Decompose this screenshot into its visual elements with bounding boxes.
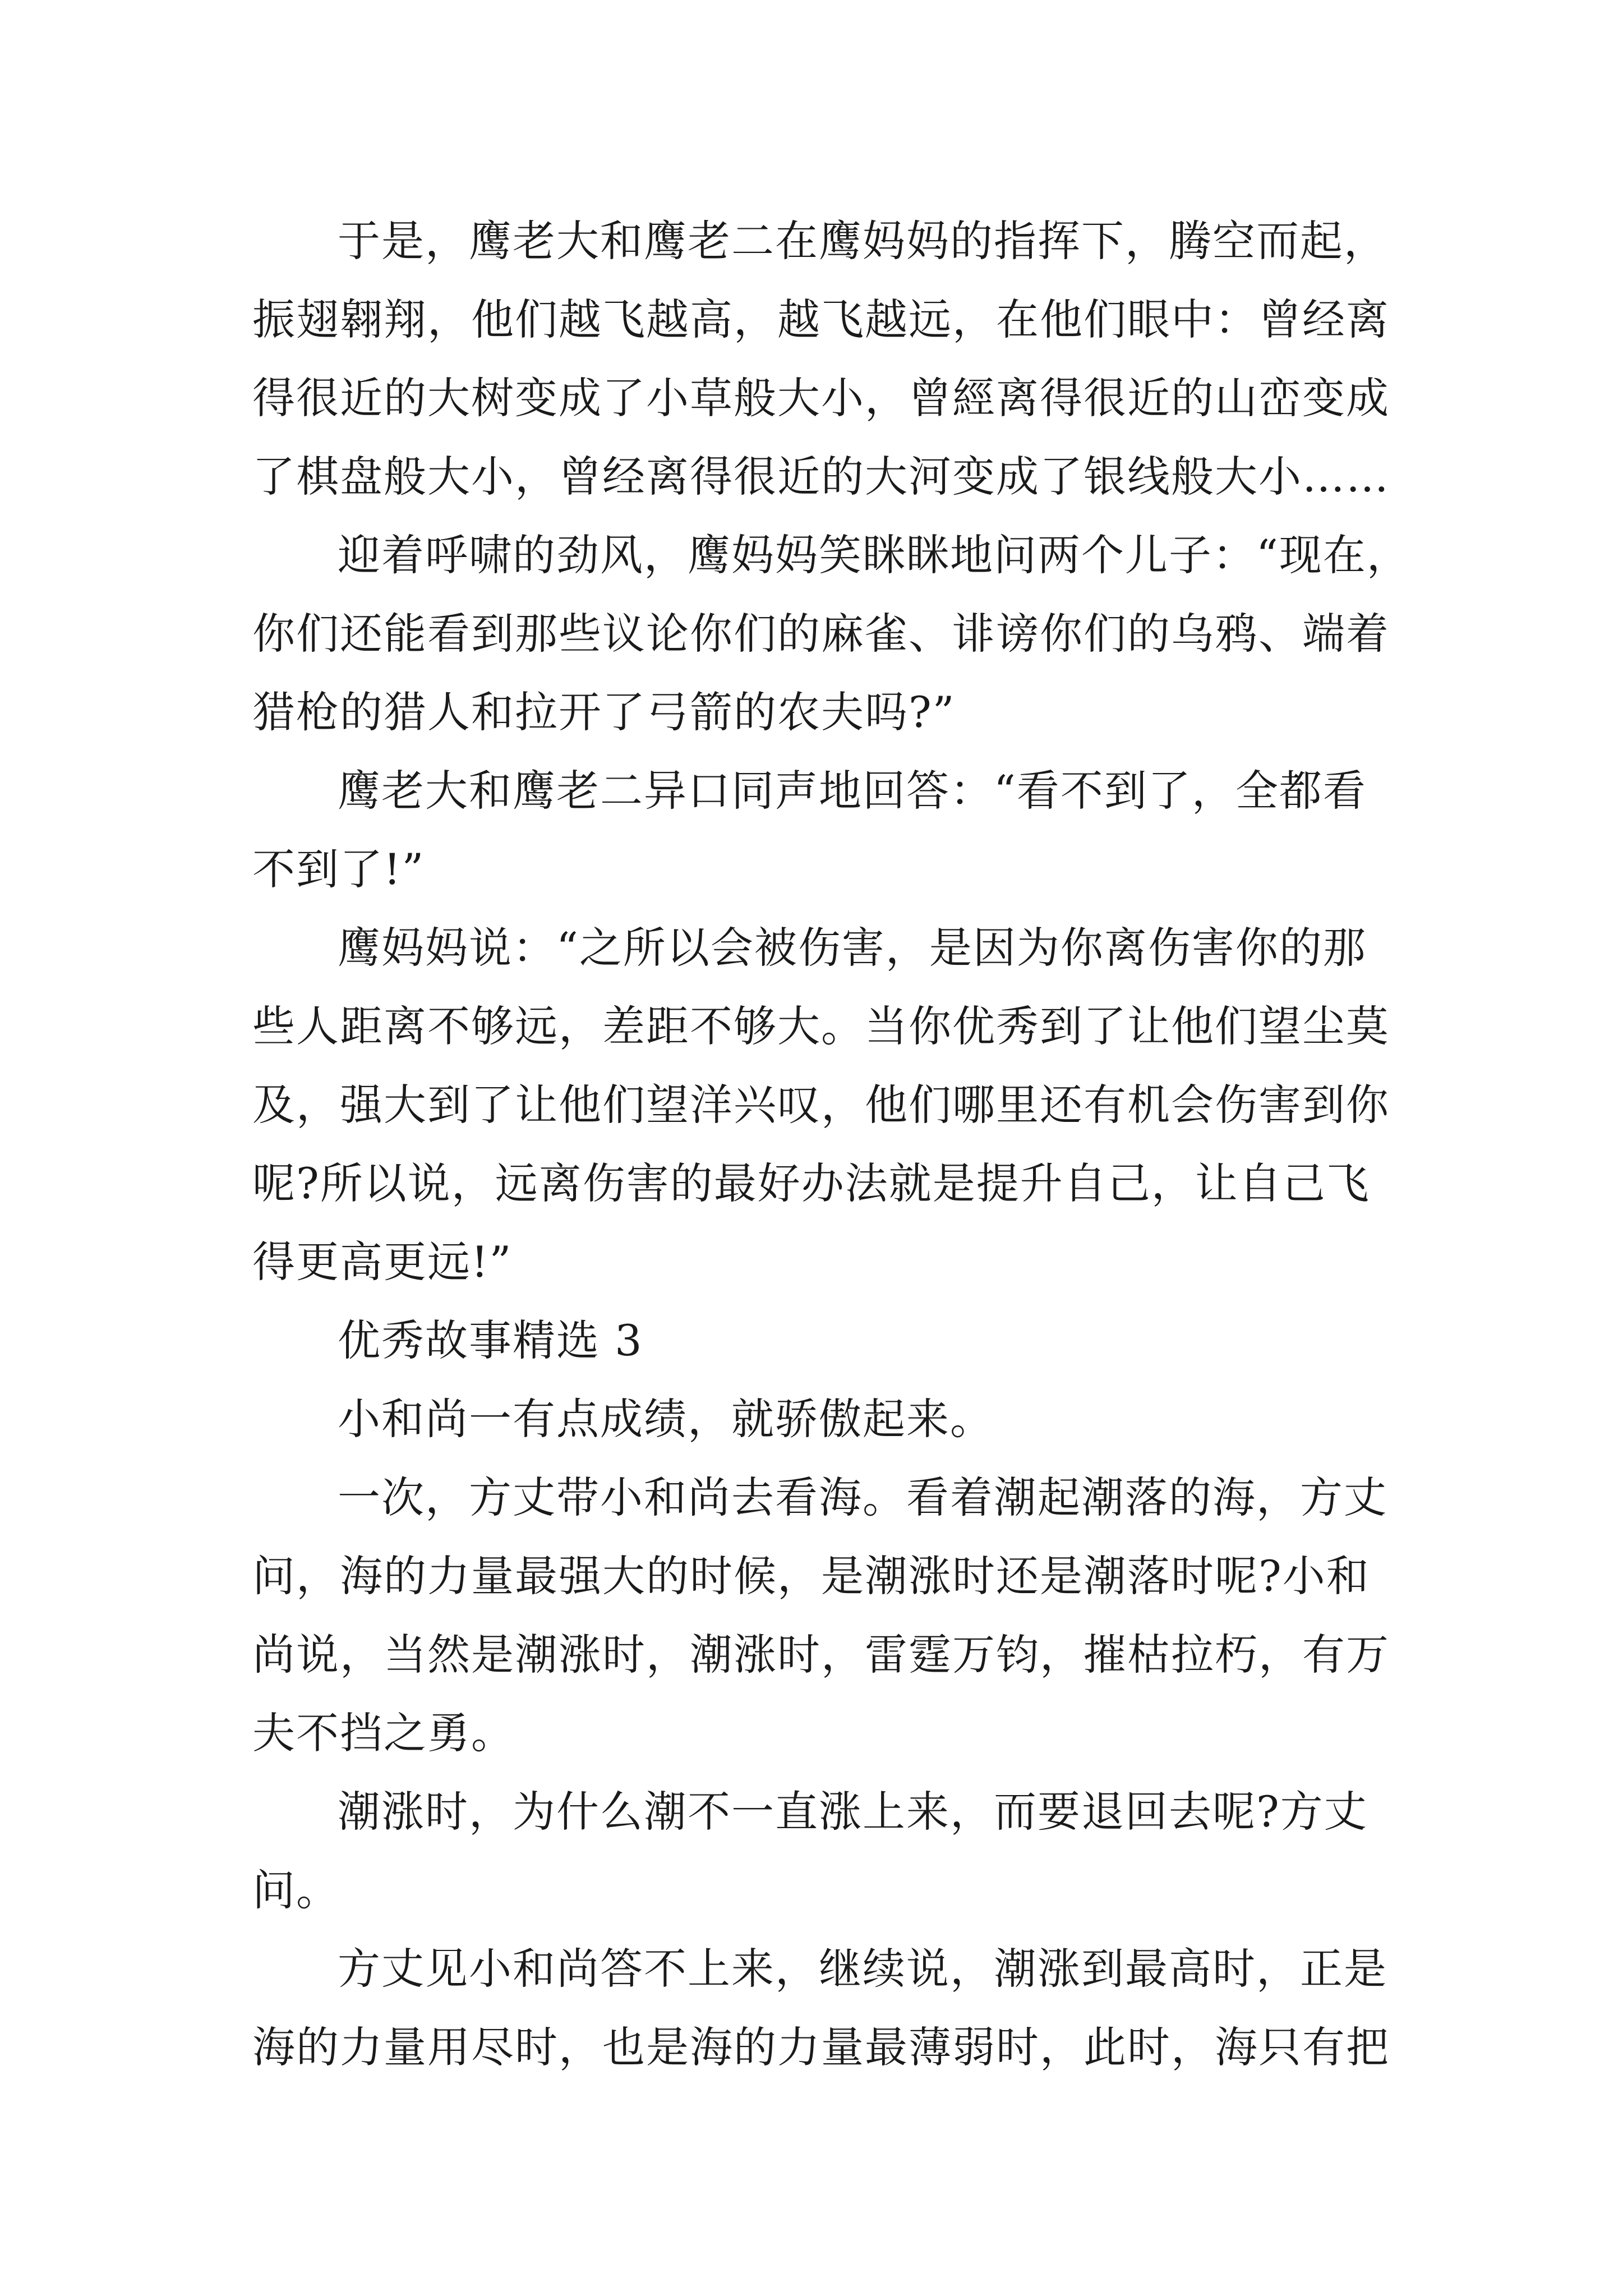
paragraph xyxy=(252,516,1410,752)
text-line: 振翅翱翔，他们越飞越高，越飞越远，在他们眼中：曾经离 xyxy=(252,295,1390,344)
text-line: 问，海的力量最强大的时候，是潮涨时还是潮落时呢?小和 xyxy=(252,1551,1370,1601)
paragraph xyxy=(252,909,1396,1301)
text-line: 问。 xyxy=(252,1865,340,1915)
text-line: 了棋盘般大小，曾经离得很近的大河变成了银线般大小…… xyxy=(252,452,1390,501)
text-line: 夫不挡之勇。 xyxy=(252,1708,515,1758)
text-line: 于是，鹰老大和鹰老二在鹰妈妈的指挥下，腾空而起， xyxy=(338,216,1387,266)
text-line: 得很近的大树变成了小草般大小，曾經离得很近的山峦变成 xyxy=(252,373,1390,423)
text-line: 方丈见小和尚答不上来，继续说，潮涨到最高时，正是 xyxy=(338,1944,1387,1994)
text-line: 不到了!” xyxy=(252,844,425,894)
text-line: 呢?所以说，远离伤害的最好办法就是提升自己，让自己飞 xyxy=(252,1158,1370,1208)
text-line: 迎着呼啸的劲风，鹰妈妈笑眯眯地问两个儿子：“现在， xyxy=(338,530,1410,580)
heading-line: 优秀故事精选 3 xyxy=(338,1315,643,1365)
document-body xyxy=(252,202,1410,2087)
paragraph xyxy=(252,1930,1396,2087)
text-line: 海的力量用尽时，也是海的力量最薄弱时，此时，海只有把 xyxy=(252,2022,1390,2072)
paragraph xyxy=(252,202,1396,516)
paragraph xyxy=(252,752,1396,909)
paragraph xyxy=(252,1458,1396,1773)
text-line: 鹰老大和鹰老二异口同声地回答：“看不到了，全都看 xyxy=(338,766,1367,816)
paragraph xyxy=(252,1773,1396,1930)
text-line: 潮涨时，为什么潮不一直涨上来，而要退回去呢?方丈 xyxy=(338,1787,1368,1837)
text-line: 尚说，当然是潮涨时，潮涨时，雷霆万钧，摧枯拉朽，有万 xyxy=(252,1630,1390,1680)
text-line: 猎枪的猎人和拉开了弓箭的农夫吗?” xyxy=(252,687,956,737)
text-line: 鹰妈妈说：“之所以会被伤害，是因为你离伤害你的那 xyxy=(338,923,1367,973)
text-line: 一次，方丈带小和尚去看海。看着潮起潮落的海，方丈 xyxy=(338,1473,1387,1522)
text-line: 你们还能看到那些议论你们的麻雀、诽谤你们的乌鸦、端着 xyxy=(252,609,1390,659)
text-line: 些人距离不够远，差距不够大。当你优秀到了让他们望尘莫 xyxy=(252,1001,1390,1051)
paragraph xyxy=(252,1380,1396,1458)
text-line: 得更高更远!” xyxy=(252,1237,513,1287)
section-heading xyxy=(252,1301,1396,1380)
text-line: 及，强大到了让他们望洋兴叹，他们哪里还有机会伤害到你 xyxy=(252,1080,1390,1130)
text-line: 小和尚一有点成绩，就骄傲起来。 xyxy=(338,1394,994,1444)
